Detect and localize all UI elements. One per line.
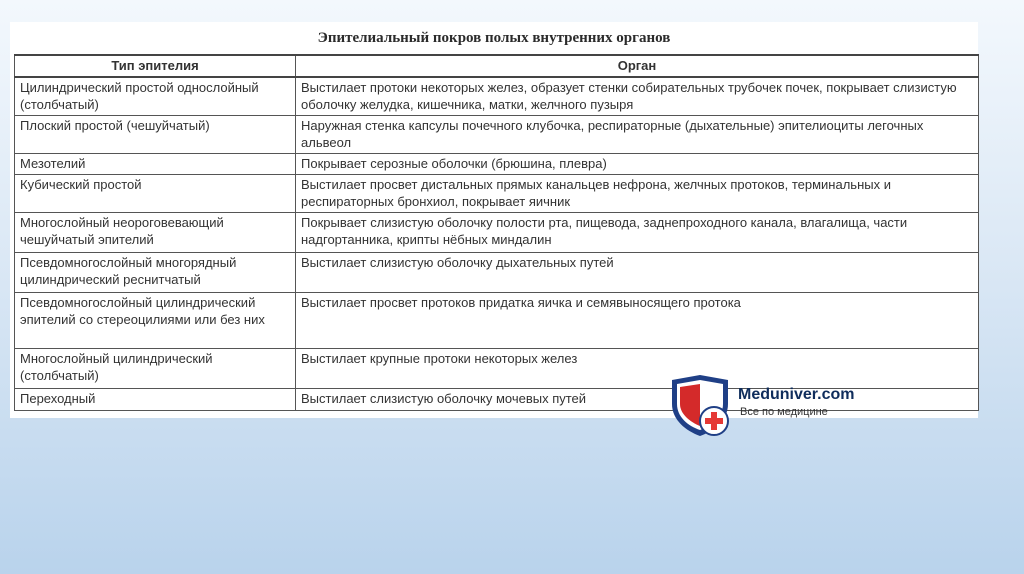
shield-cross-icon bbox=[666, 374, 736, 438]
table-header-row bbox=[15, 55, 979, 77]
cell-epithelium-type: Плоский простой (чешуйчатый) bbox=[15, 115, 296, 153]
table-row bbox=[15, 115, 979, 153]
table-row bbox=[15, 174, 979, 212]
cell-epithelium-type: Переходный bbox=[15, 388, 296, 410]
table-row bbox=[15, 292, 979, 348]
logo-tagline: Все по медицине bbox=[740, 406, 828, 418]
cell-organ: Покрывает слизистую оболочку полости рта, пищевода, заднепроходного канала, влагалища, части надгортанника, крипты нёбных миндалин bbox=[296, 212, 979, 252]
epithelium-table bbox=[14, 54, 979, 411]
table-row bbox=[15, 153, 979, 174]
cell-epithelium-type: Мезотелий bbox=[15, 153, 296, 174]
meduniver-logo bbox=[666, 374, 916, 438]
table-row bbox=[15, 212, 979, 252]
cell-organ: Выстилает крупные протоки некоторых желез bbox=[296, 348, 979, 388]
cell-epithelium-type: Многослойный цилиндрический (столбчатый) bbox=[15, 348, 296, 388]
table-row bbox=[15, 77, 979, 115]
cell-organ: Наружная стенка капсулы почечного клубочка, респираторные (дыхательные) эпителиоциты легочных альвеол bbox=[296, 115, 979, 153]
table-row bbox=[15, 252, 979, 292]
cell-organ: Выстилает просвет протоков придатка яичка и семявыносящего протока bbox=[296, 292, 979, 348]
cell-epithelium-type: Псевдомногослойный многорядный цилиндрический реснитчатый bbox=[15, 252, 296, 292]
cell-organ: Выстилает протоки некоторых желез, образует стенки собирательных трубочек почек, покрывает слизистую оболочку желудка, кишечника, матки, желчного пузыря bbox=[296, 77, 979, 115]
header-organ: Орган bbox=[296, 55, 979, 77]
cell-organ: Покрывает серозные оболочки (брюшина, плевра) bbox=[296, 153, 979, 174]
cell-organ: Выстилает слизистую оболочку дыхательных путей bbox=[296, 252, 979, 292]
slide-page bbox=[10, 22, 978, 418]
cell-epithelium-type: Кубический простой bbox=[15, 174, 296, 212]
cell-epithelium-type: Псевдомногослойный цилиндрический эпителий со стереоцилиями или без них bbox=[15, 292, 296, 348]
cell-epithelium-type: Цилиндрический простой однослойный (столбчатый) bbox=[15, 77, 296, 115]
header-epithelium-type: Тип эпителия bbox=[15, 55, 296, 77]
cell-organ: Выстилает слизистую оболочку мочевых путей bbox=[296, 388, 979, 410]
cell-organ: Выстилает просвет дистальных прямых канальцев нефрона, желчных протоков, терминальных и респираторных бронхиол, покрывает яичник bbox=[296, 174, 979, 212]
cell-epithelium-type: Многослойный неороговевающий чешуйчатый эпителий bbox=[15, 212, 296, 252]
logo-brand: Meduniver.com bbox=[738, 386, 855, 403]
table-title: Эпителиальный покров полых внутренних органов bbox=[317, 30, 671, 46]
